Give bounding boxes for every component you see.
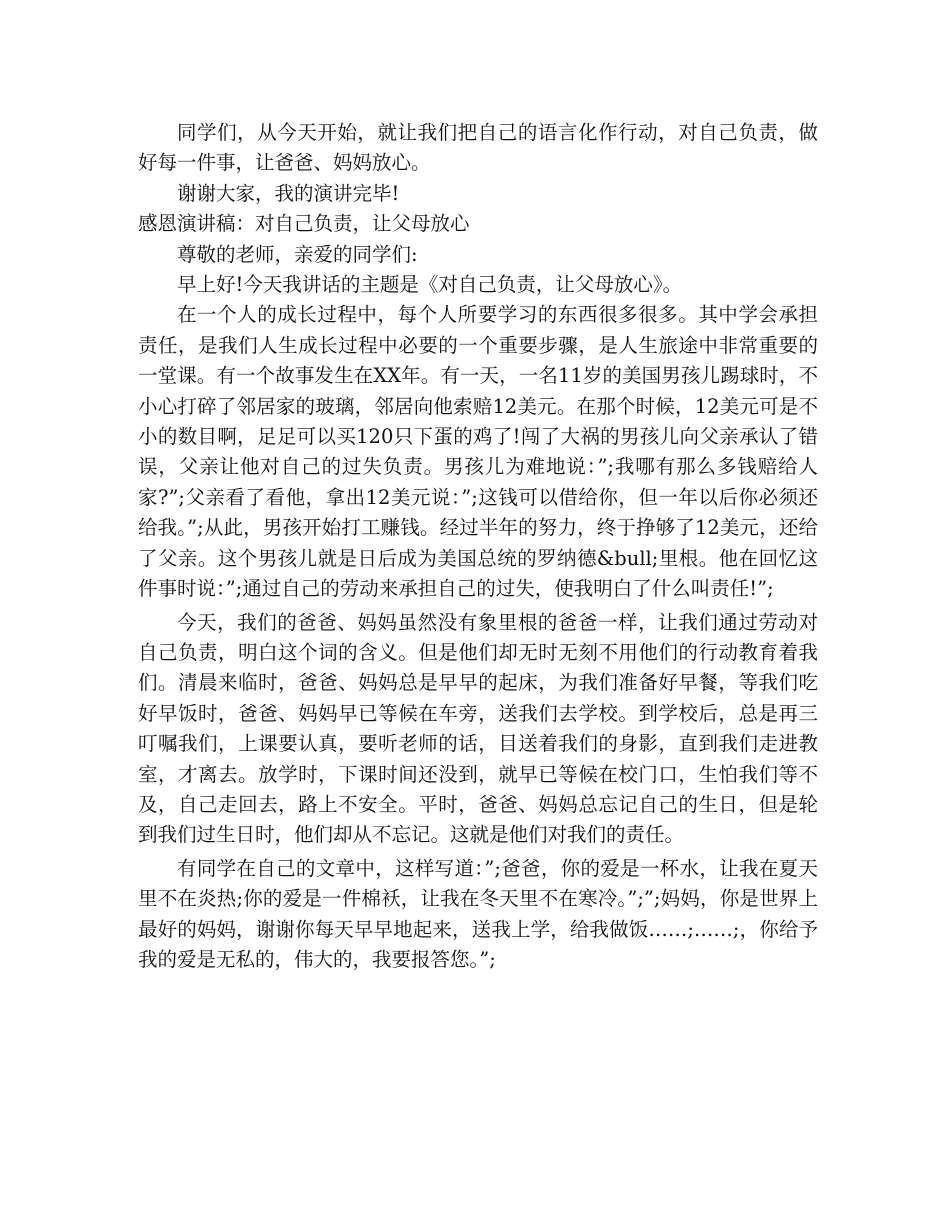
paragraph-closing-call: 同学们，从今天开始，就让我们把自己的语言化作行动，对自己负责，做好每一件事，让爸爸、妈妈放心。 [138,121,818,175]
paragraph-reagan-story: 在一个人的成长过程中，每个人所要学习的东西很多很多。其中学会承担责任，是我们人生成长过程中必要的一个重要步骤，是人生旅途中非常重要的一堂课。有一个故事发生在XX年。有一天，一名11岁的美国男孩儿踢球时，不小心打碎了邻居家的玻璃，邻居向他索赔12美元。在那个时候，12美元可是不小的数目啊，足足可以买120只下蛋的鸡了!闯了大祸的男孩儿向父亲承认了错误，父亲让他对自己的过失负责。男孩儿为难地说：”;我哪有那么多钱赔给人家?”;父亲看了看他，拿出12美元说：”;这钱可以借给你，但一年以后你必须还给我。”;从此，男孩开始打工赚钱。经过半年的努力，终于挣够了12美元，还给了父亲。这个男孩儿就是日后成为美国总统的罗纳德&bull;里根。他在回忆这件事时说：”;通过自己的劳动来承担自己的过失，使我明白了什么叫责任!”; [138,303,818,601]
paragraph-topic: 早上好!今天我讲话的主题是《对自己负责，让父母放心》。 [177,273,683,297]
paragraph-salutation: 尊敬的老师，亲爱的同学们: [177,242,418,266]
document-page [138,118,818,975]
paragraph-thanks: 谢谢大家，我的演讲完毕! [177,181,400,205]
section-heading: 感恩演讲稿：对自己负责，让父母放心 [138,212,470,236]
paragraph-parents-care: 今天，我们的爸爸、妈妈虽然没有象里根的爸爸一样，让我们通过劳动对自己负责，明白这个词的含义。但是他们却无时无刻不用他们的行动教育着我们。清晨来临时，爸爸、妈妈总是早早的起床，为我们准备好早餐，等我们吃好早饭时，爸爸、妈妈早已等候在车旁，送我们去学校。到学校后，总是再三叮嘱我们，上课要认真，要听老师的话，目送着我们的身影，直到我们走进教室，才离去。放学时，下课时间还没到，就早已等候在校门口，生怕我们等不及，自己走回去，路上不安全。平时，爸爸、妈妈总忘记自己的生日，但是轮到我们过生日时，他们却从不忘记。这就是他们对我们的责任。 [138,610,818,847]
paragraph-student-quote: 有同学在自己的文章中，这样写道：”;爸爸，你的爱是一杯水，让我在夏天里不在炎热;你的爱是一件棉袄，让我在冬天里不在寒冷。”;”;妈妈，你是世界上最好的妈妈，谢谢你每天早早地起来，送我上学，给我做饭……;……;，你给予我的爱是无私的，伟大的，我要报答您。”; [138,856,818,971]
